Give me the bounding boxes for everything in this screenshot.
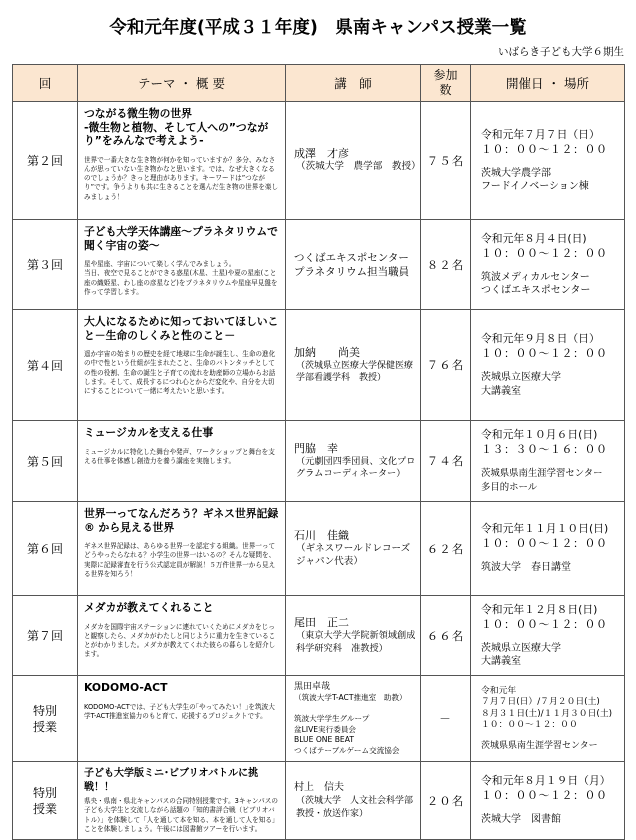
theme-title: 子ども大学版ミニ･ビブリオバトルに挑戦！！ (84, 768, 259, 793)
event-date: 令和元年１１月１０日(日) (481, 522, 609, 536)
row-theme (78, 310, 286, 421)
page-title: 令和元年度(平成３１年度) 県南キャンパス授業一覧 (109, 18, 527, 38)
row-lecturer (286, 676, 421, 762)
table-row (13, 676, 625, 762)
theme-title: メダカが教えてくれること (84, 601, 214, 614)
header-lecturer: 講 師 (286, 65, 421, 102)
event-time: １０：００～１２：００ (481, 789, 608, 803)
row-kai: 第５回 (13, 421, 78, 502)
lecturer-affiliation: （ギネスワールドレコーズジャパン代表） (296, 543, 411, 567)
theme-title: つながる微生物の世界 -微生物と植物、そして人への”つながり”をみんなで考えよう- (84, 107, 269, 147)
row-theme (78, 596, 286, 676)
header-count: 参加 数 (421, 65, 471, 102)
lecturer-affiliation: （茨城大学 農学部 教授） (296, 161, 421, 173)
theme-title: 子ども大学天体講座～プラネタリウムで聞く宇宙の姿～ (84, 225, 278, 252)
row-count: － (421, 676, 471, 762)
lecturer-affiliation: （元劇団四季団員、文化プログラムコーディネーター） (296, 455, 416, 479)
event-time: １０：００～１２：００ (481, 617, 608, 631)
row-lecturer (286, 762, 421, 840)
lecturer-name: 黒田卓哉 (294, 682, 331, 692)
class-schedule-table (12, 64, 625, 840)
event-place: 筑波大学 春日講堂 (481, 562, 571, 574)
row-theme (78, 421, 286, 502)
lecturer-name: 門脇 幸 (294, 441, 338, 455)
row-count: ７５名 (421, 102, 471, 220)
table-row (13, 102, 625, 220)
lecturer-affiliation: （茨城県立医療大学保健医療学部看護学科 教授） (296, 360, 414, 383)
row-count: ２０名 (421, 762, 471, 840)
theme-description: 遥か宇宙の始まりの歴史を経て地球に生命が誕生し、生命の進化の中で性という仕組が生まれたこと、生命のバトンタッチとしての性の役割、生命の誕生と子育ての流れを助産師の立場からお話します。そして、成長するにつれ心とからだ変化や、自分を大切にすることについて一緒に考えたいと思います。 (84, 350, 276, 396)
table-row (13, 502, 625, 596)
event-time: １０：００～１２：００ (481, 347, 608, 360)
row-theme (78, 502, 286, 596)
table-row (13, 220, 625, 310)
event-time: １０：００～１２：００ (481, 537, 608, 551)
theme-description: 県央・県南・県北キャンパスの合同特別授業です。3キャンパスの子ども大学生と交流しながら話題の「知的書評合戦（ビブリオバトル）」を体験して「人を通して本を知る、本を通して人を知る」ことを体験しましょう。午後には図書館ツアーを行います。 (84, 797, 279, 833)
event-time: １３：３０～１６：００ (481, 443, 608, 456)
row-kai: 第７回 (13, 596, 78, 676)
event-date: 令和元年８月１９日（月） (481, 774, 611, 788)
lecturer-name: 加納 尚美 (294, 345, 360, 359)
theme-description: 星や星座、宇宙について楽しく学んでみましょう。 当日、夜空で見ることができる惑星(木星、土星)や夏の星座(こと座の織姫星、わし座の彦星など)をプラネタリウムや星座早見盤を作って学習します。 (84, 260, 278, 296)
row-count: ７４名 (421, 421, 471, 502)
table-row (13, 310, 625, 421)
row-lecturer (286, 220, 421, 310)
event-date: 令和元年１２月８日(日) (481, 602, 598, 616)
header-date-place: 開催日 ・ 場所 (471, 65, 625, 102)
row-lecturer (286, 596, 421, 676)
lecturer-affiliation: （茨城大学 人文社会科学部 教授・放送作家） (296, 796, 414, 819)
row-lecturer (286, 310, 421, 421)
event-date: 令和元年 ７月７日(日）/７月２０日(土) ８月３１日(土)/１１月３０日(土) １０：００～１２：００ (481, 685, 613, 730)
row-kai: 第４回 (13, 310, 78, 421)
row-count: ８２名 (421, 220, 471, 310)
event-place: 茨城県県南生涯学習センター (481, 740, 598, 751)
event-date: 令和元年９月８日（日） (481, 332, 600, 345)
theme-description: ミュージカルに特化した舞台や発声、ワークショップと舞台を支える仕事を体感し創造力を養う講座を実施します。 (84, 447, 275, 465)
theme-description: ギネス世界記録は、あらゆる世界一を認定する組織。世界一ってどうやったらなれる？小学生の世界一はいるの？そんな疑問を、実際に記録審査を行う公式認定員が解説！５万件世界一から見える世界を知ろう！ (84, 542, 276, 578)
row-date-place (471, 676, 625, 762)
lecturer-affiliation: （東京大学大学院新領域創成科学研究科 准教授） (296, 630, 416, 654)
theme-description: 世界で一番大きな生き物が何かを知っていますか？多分、みなさんが思っていない生き物かなと思います。では、なぜ大きくなるのでしょうか？きっと理由があります。キーワードは”つながり”です。争うよりも共に生きることを選んだ生き物の世界を楽しみましょう！ (84, 155, 279, 201)
event-date: 令和元年８月４日(日) (481, 231, 587, 245)
row-count: ６２名 (421, 502, 471, 596)
theme-title: KODOMO-ACT (84, 681, 168, 694)
theme-title: 大人になるために知っておいてほしいこと－生命のしくみと性のこと－ (84, 315, 279, 342)
table-row (13, 421, 625, 502)
event-place: 茨城県立医療大学 大講義室 (481, 372, 561, 397)
lecturer-name: 尾田 正二 (294, 616, 349, 629)
row-kai: 第２回 (13, 102, 78, 220)
table-row (13, 596, 625, 676)
row-count: ６６名 (421, 596, 471, 676)
theme-title: 世界一ってなんだろう？ギネス世界記録® から見える世界 (84, 507, 279, 534)
row-lecturer (286, 502, 421, 596)
event-place: 茨城県県南生涯学習センター 多目的ホール (481, 468, 603, 493)
row-kai: 第６回 (13, 502, 78, 596)
row-theme (78, 220, 286, 310)
row-date-place (471, 762, 625, 840)
row-date-place (471, 421, 625, 502)
theme-title: ミュージカルを支える仕事 (84, 426, 214, 439)
row-kai: 特別 授業 (13, 762, 78, 840)
event-place: 筑波メディカルセンター つくばエキスポセンター (481, 271, 591, 296)
event-place: 茨城大学 図書館 (481, 814, 561, 826)
lecturer-name: 石川 佳織 (294, 529, 349, 542)
event-date: 令和元年１０月６日(日) (481, 428, 598, 441)
row-theme (78, 102, 286, 220)
row-kai: 特別 授業 (13, 676, 78, 762)
row-date-place (471, 502, 625, 596)
theme-description: メダカを国際宇宙ステーションに連れていくためにメダカをじっと観察したら、メダカがわたしと同じように重力を生きていることがわかりました。メダカが教えてくれた彼らの暮らしを紹介します。 (84, 622, 276, 659)
lecturer-name: 村上 信夫 (294, 782, 344, 793)
row-lecturer (286, 421, 421, 502)
event-time: １０：００～１２：００ (481, 142, 608, 156)
page-subtitle: いばらき子ども大学６期生 (498, 46, 624, 58)
row-count: ７６名 (421, 310, 471, 421)
row-lecturer (286, 102, 421, 220)
event-date: 令和元年７月７日（日） (481, 127, 600, 141)
header-kai: 回 (13, 65, 78, 102)
row-kai: 第３回 (13, 220, 78, 310)
event-place: 茨城県立医療大学 大講義室 (481, 642, 561, 667)
lecturer-name: つくばエキスポセンター プラネタリウム担当職員 (294, 251, 410, 278)
lecturer-name: 成澤 才彦 (294, 147, 349, 161)
table-header-row (13, 65, 625, 102)
row-date-place (471, 310, 625, 421)
row-theme (78, 762, 286, 840)
lecturer-affiliation: （筑波大学T-ACT推進室 助教） 筑波大学学生グループ 盆LIVE実行委員会 BLUE ONE BEAT つくばテーブルゲーム交流協会 (294, 693, 407, 755)
theme-description: KODOMO-ACTでは、子ども大学生の｢やってみたい！｣を筑波大学T-ACT推進室協力のもと育て、応援するプロジェクトです。 (84, 702, 275, 720)
table-row (13, 762, 625, 840)
event-time: １０：００～１２：００ (481, 246, 608, 260)
header-theme: テーマ ・ 概 要 (78, 65, 286, 102)
row-date-place (471, 102, 625, 220)
row-date-place (471, 220, 625, 310)
row-date-place (471, 596, 625, 676)
event-place: 茨城大学農学部 フードイノベーション棟 (481, 167, 589, 192)
row-theme (78, 676, 286, 762)
